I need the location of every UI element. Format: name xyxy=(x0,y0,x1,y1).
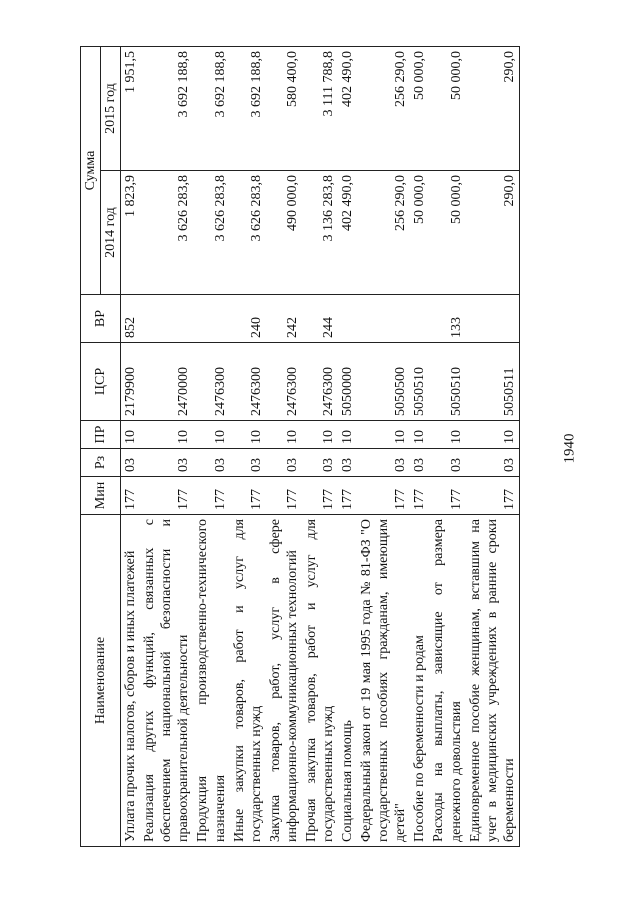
page-number: 1940 xyxy=(561,433,578,464)
row-min: 177 xyxy=(357,477,410,515)
table-row xyxy=(230,47,266,847)
row-vr xyxy=(338,295,357,343)
table-row xyxy=(410,47,429,847)
table-row xyxy=(193,47,229,847)
row-vr: 133 xyxy=(429,295,465,343)
row-rz: 03 xyxy=(121,449,141,477)
row-sum-2015: 3 692 188,8 xyxy=(140,47,193,171)
table-row xyxy=(466,47,520,847)
row-csr: 2179900 xyxy=(121,343,141,421)
table-body xyxy=(121,47,520,847)
row-name: Уплата прочих налогов, сборов и иных платежей xyxy=(121,515,141,847)
row-sum-2015: 50 000,0 xyxy=(429,47,465,171)
row-pr: 10 xyxy=(230,421,266,449)
rotated-page xyxy=(80,47,600,847)
header-sum: Сумма xyxy=(81,47,101,295)
row-pr: 10 xyxy=(121,421,141,449)
row-sum-2014: 290,0 xyxy=(466,171,520,295)
row-pr: 10 xyxy=(266,421,302,449)
row-csr: 2476300 xyxy=(193,343,229,421)
row-vr xyxy=(410,295,429,343)
table-row xyxy=(266,47,302,847)
row-name: Закупка товаров, работ, услуг в сфере информационно-коммуникационных технологий xyxy=(266,515,302,847)
row-rz: 03 xyxy=(302,449,338,477)
row-name: Прочая закупка товаров, работ и услуг для государственных нужд xyxy=(302,515,338,847)
row-name: Единовременное пособие женщинам, вставшим на учет в медицинских учреждениях в ранние сроки беременности xyxy=(466,515,520,847)
row-pr: 10 xyxy=(410,421,429,449)
row-sum-2015: 580 400,0 xyxy=(266,47,302,171)
row-rz: 03 xyxy=(230,449,266,477)
row-sum-2014: 1 823,9 xyxy=(121,171,141,295)
row-csr: 5050510 xyxy=(429,343,465,421)
row-min: 177 xyxy=(230,477,266,515)
table-row xyxy=(357,47,410,847)
row-rz: 03 xyxy=(338,449,357,477)
row-pr: 10 xyxy=(338,421,357,449)
row-rz: 03 xyxy=(140,449,193,477)
row-name: Иные закупки товаров, работ и услуг для государственных нужд xyxy=(230,515,266,847)
row-vr xyxy=(466,295,520,343)
header-year-2015: 2015 год xyxy=(101,47,121,171)
row-min: 177 xyxy=(140,477,193,515)
row-rz: 03 xyxy=(466,449,520,477)
row-csr: 2476300 xyxy=(302,343,338,421)
row-min: 177 xyxy=(429,477,465,515)
table-row xyxy=(302,47,338,847)
row-sum-2014: 402 490,0 xyxy=(338,171,357,295)
row-min: 177 xyxy=(121,477,141,515)
header-vr: ВР xyxy=(81,295,121,343)
row-csr: 5050000 xyxy=(338,343,357,421)
row-sum-2015: 3 111 788,8 xyxy=(302,47,338,171)
row-pr: 10 xyxy=(140,421,193,449)
row-min: 177 xyxy=(302,477,338,515)
row-min: 177 xyxy=(193,477,229,515)
row-min: 177 xyxy=(266,477,302,515)
row-sum-2014: 3 626 283,8 xyxy=(193,171,229,295)
row-csr: 5050500 xyxy=(357,343,410,421)
row-name: Пособие по беременности и родам xyxy=(410,515,429,847)
row-sum-2014: 3 626 283,8 xyxy=(140,171,193,295)
header-year-2014: 2014 год xyxy=(101,171,121,295)
header-pr: ПР xyxy=(81,421,121,449)
header-row-top xyxy=(81,47,101,847)
row-pr: 10 xyxy=(429,421,465,449)
row-sum-2015: 1 951,5 xyxy=(121,47,141,171)
row-rz: 03 xyxy=(429,449,465,477)
row-vr: 240 xyxy=(230,295,266,343)
row-pr: 10 xyxy=(466,421,520,449)
row-vr xyxy=(357,295,410,343)
row-name: Социальная помощь xyxy=(338,515,357,847)
table-row xyxy=(429,47,465,847)
header-csr: ЦСР xyxy=(81,343,121,421)
row-sum-2014: 3 626 283,8 xyxy=(230,171,266,295)
row-sum-2014: 50 000,0 xyxy=(429,171,465,295)
budget-table xyxy=(80,46,520,847)
row-min: 177 xyxy=(410,477,429,515)
row-rz: 03 xyxy=(410,449,429,477)
row-sum-2014: 3 136 283,8 xyxy=(302,171,338,295)
row-name: Расходы на выплаты, зависящие от размера денежного довольствия xyxy=(429,515,465,847)
table-row xyxy=(121,47,141,847)
row-sum-2015: 402 490,0 xyxy=(338,47,357,171)
row-name: Реализация других функций, связанных с обеспечением национальной безопасности и правоохранительной деятельности xyxy=(140,515,193,847)
row-sum-2014: 50 000,0 xyxy=(410,171,429,295)
row-rz: 03 xyxy=(193,449,229,477)
row-csr: 2476300 xyxy=(266,343,302,421)
row-sum-2014: 256 290,0 xyxy=(357,171,410,295)
row-sum-2015: 3 692 188,8 xyxy=(230,47,266,171)
row-name: Федеральный закон от 19 мая 1995 года № 81-ФЗ "О государственных пособиях гражданам, имеющим детей" xyxy=(357,515,410,847)
row-csr: 2470000 xyxy=(140,343,193,421)
row-pr: 10 xyxy=(193,421,229,449)
row-vr: 852 xyxy=(121,295,141,343)
header-name: Наименование xyxy=(81,515,121,847)
table-row xyxy=(338,47,357,847)
row-pr: 10 xyxy=(357,421,410,449)
row-csr: 2476300 xyxy=(230,343,266,421)
row-sum-2015: 290,0 xyxy=(466,47,520,171)
row-rz: 03 xyxy=(266,449,302,477)
row-csr: 5050510 xyxy=(410,343,429,421)
row-sum-2014: 490 000,0 xyxy=(266,171,302,295)
row-pr: 10 xyxy=(302,421,338,449)
row-vr xyxy=(140,295,193,343)
row-csr: 5050511 xyxy=(466,343,520,421)
row-sum-2015: 256 290,0 xyxy=(357,47,410,171)
row-rz: 03 xyxy=(357,449,410,477)
row-vr xyxy=(193,295,229,343)
row-sum-2015: 3 692 188,8 xyxy=(193,47,229,171)
row-vr: 242 xyxy=(266,295,302,343)
row-name: Продукция производственно-технического назначения xyxy=(193,515,229,847)
row-sum-2015: 50 000,0 xyxy=(410,47,429,171)
row-min: 177 xyxy=(338,477,357,515)
header-rz: Рз xyxy=(81,449,121,477)
table-row xyxy=(140,47,193,847)
row-min: 177 xyxy=(466,477,520,515)
row-vr: 244 xyxy=(302,295,338,343)
header-min: Мин xyxy=(81,477,121,515)
